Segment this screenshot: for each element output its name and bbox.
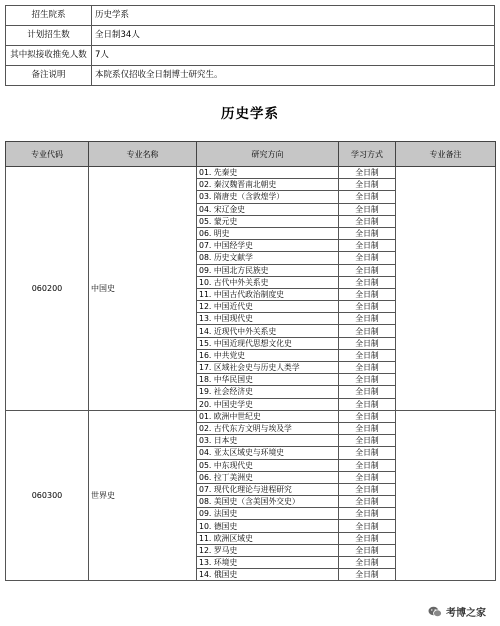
research-direction: 07. 中国经学史 xyxy=(197,240,339,252)
study-mode: 全日制 xyxy=(339,301,396,313)
info-row xyxy=(6,66,495,86)
header-mode: 学习方式 xyxy=(339,142,396,167)
research-direction: 17. 区域社会史与历史人类学 xyxy=(197,362,339,374)
table-row xyxy=(6,167,496,179)
research-direction: 05. 蒙元史 xyxy=(197,215,339,227)
wechat-icon xyxy=(428,606,442,618)
header-code: 专业代码 xyxy=(6,142,89,167)
study-mode: 全日制 xyxy=(339,410,396,422)
study-mode: 全日制 xyxy=(339,191,396,203)
research-direction: 01. 先秦史 xyxy=(197,167,339,179)
study-mode: 全日制 xyxy=(339,447,396,459)
research-direction: 10. 古代中外关系史 xyxy=(197,276,339,288)
research-direction: 10. 德国史 xyxy=(197,520,339,532)
research-direction: 08. 历史文献学 xyxy=(197,252,339,264)
research-direction: 02. 秦汉魏晋南北朝史 xyxy=(197,179,339,191)
study-mode: 全日制 xyxy=(339,520,396,532)
study-mode: 全日制 xyxy=(339,337,396,349)
study-mode: 全日制 xyxy=(339,276,396,288)
research-direction: 07. 现代化理论与进程研究 xyxy=(197,483,339,495)
info-key: 其中拟接收推免人数 xyxy=(6,46,92,66)
study-mode: 全日制 xyxy=(339,459,396,471)
study-mode: 全日制 xyxy=(339,471,396,483)
watermark xyxy=(426,603,488,620)
study-mode: 全日制 xyxy=(339,179,396,191)
study-mode: 全日制 xyxy=(339,386,396,398)
research-direction: 03. 隋唐史（含敦煌学） xyxy=(197,191,339,203)
info-key: 招生院系 xyxy=(6,6,92,26)
program-code: 060200 xyxy=(6,167,89,411)
study-mode: 全日制 xyxy=(339,374,396,386)
research-direction: 01. 欧洲中世纪史 xyxy=(197,410,339,422)
research-direction: 14. 近现代中外关系史 xyxy=(197,325,339,337)
program-name: 世界史 xyxy=(89,410,197,581)
research-direction: 15. 中国近现代思想文化史 xyxy=(197,337,339,349)
study-mode: 全日制 xyxy=(339,544,396,556)
study-mode: 全日制 xyxy=(339,362,396,374)
table-row xyxy=(6,410,496,422)
research-direction: 13. 中国现代史 xyxy=(197,313,339,325)
program-code: 060300 xyxy=(6,410,89,581)
info-row xyxy=(6,26,495,46)
research-direction: 13. 环境史 xyxy=(197,557,339,569)
research-direction: 12. 罗马史 xyxy=(197,544,339,556)
info-value: 本院系仅招收全日制博士研究生。 xyxy=(92,66,495,86)
research-direction: 03. 日本史 xyxy=(197,435,339,447)
study-mode: 全日制 xyxy=(339,325,396,337)
research-direction: 20. 中国史学史 xyxy=(197,398,339,410)
research-direction: 19. 社会经济史 xyxy=(197,386,339,398)
study-mode: 全日制 xyxy=(339,496,396,508)
info-key: 计划招生数 xyxy=(6,26,92,46)
study-mode: 全日制 xyxy=(339,227,396,239)
research-direction: 06. 拉丁美洲史 xyxy=(197,471,339,483)
study-mode: 全日制 xyxy=(339,557,396,569)
programs-table xyxy=(5,141,496,581)
study-mode: 全日制 xyxy=(339,288,396,300)
study-mode: 全日制 xyxy=(339,264,396,276)
study-mode: 全日制 xyxy=(339,240,396,252)
info-row xyxy=(6,6,495,26)
page-title: 历史学系 xyxy=(221,106,279,122)
study-mode: 全日制 xyxy=(339,252,396,264)
info-value: 7人 xyxy=(92,46,495,66)
study-mode: 全日制 xyxy=(339,313,396,325)
header-note: 专业备注 xyxy=(396,142,496,167)
research-direction: 16. 中共党史 xyxy=(197,349,339,361)
study-mode: 全日制 xyxy=(339,508,396,520)
research-direction: 04. 宋辽金史 xyxy=(197,203,339,215)
study-mode: 全日制 xyxy=(339,422,396,434)
research-direction: 06. 明史 xyxy=(197,227,339,239)
study-mode: 全日制 xyxy=(339,203,396,215)
study-mode: 全日制 xyxy=(339,569,396,581)
research-direction: 08. 美国史（含美国外交史） xyxy=(197,496,339,508)
research-direction: 02. 古代东方文明与埃及学 xyxy=(197,422,339,434)
program-note xyxy=(396,167,496,411)
research-direction: 09. 法国史 xyxy=(197,508,339,520)
info-table xyxy=(5,5,495,86)
study-mode: 全日制 xyxy=(339,435,396,447)
header-direction: 研究方向 xyxy=(197,142,339,167)
research-direction: 12. 中国近代史 xyxy=(197,301,339,313)
info-key: 备注说明 xyxy=(6,66,92,86)
study-mode: 全日制 xyxy=(339,167,396,179)
info-value: 历史学系 xyxy=(92,6,495,26)
research-direction: 04. 亚太区域史与环境史 xyxy=(197,447,339,459)
program-note xyxy=(396,410,496,581)
study-mode: 全日制 xyxy=(339,532,396,544)
table-header-row xyxy=(6,142,496,167)
watermark-text: 考博之家 xyxy=(446,608,486,619)
research-direction: 11. 欧洲区域史 xyxy=(197,532,339,544)
info-row xyxy=(6,46,495,66)
research-direction: 05. 中东现代史 xyxy=(197,459,339,471)
research-direction: 09. 中国北方民族史 xyxy=(197,264,339,276)
study-mode: 全日制 xyxy=(339,398,396,410)
info-value: 全日制34人 xyxy=(92,26,495,46)
study-mode: 全日制 xyxy=(339,349,396,361)
header-name: 专业名称 xyxy=(89,142,197,167)
research-direction: 18. 中华民国史 xyxy=(197,374,339,386)
research-direction: 14. 俄国史 xyxy=(197,569,339,581)
research-direction: 11. 中国古代政治制度史 xyxy=(197,288,339,300)
study-mode: 全日制 xyxy=(339,483,396,495)
study-mode: 全日制 xyxy=(339,215,396,227)
program-name: 中国史 xyxy=(89,167,197,411)
